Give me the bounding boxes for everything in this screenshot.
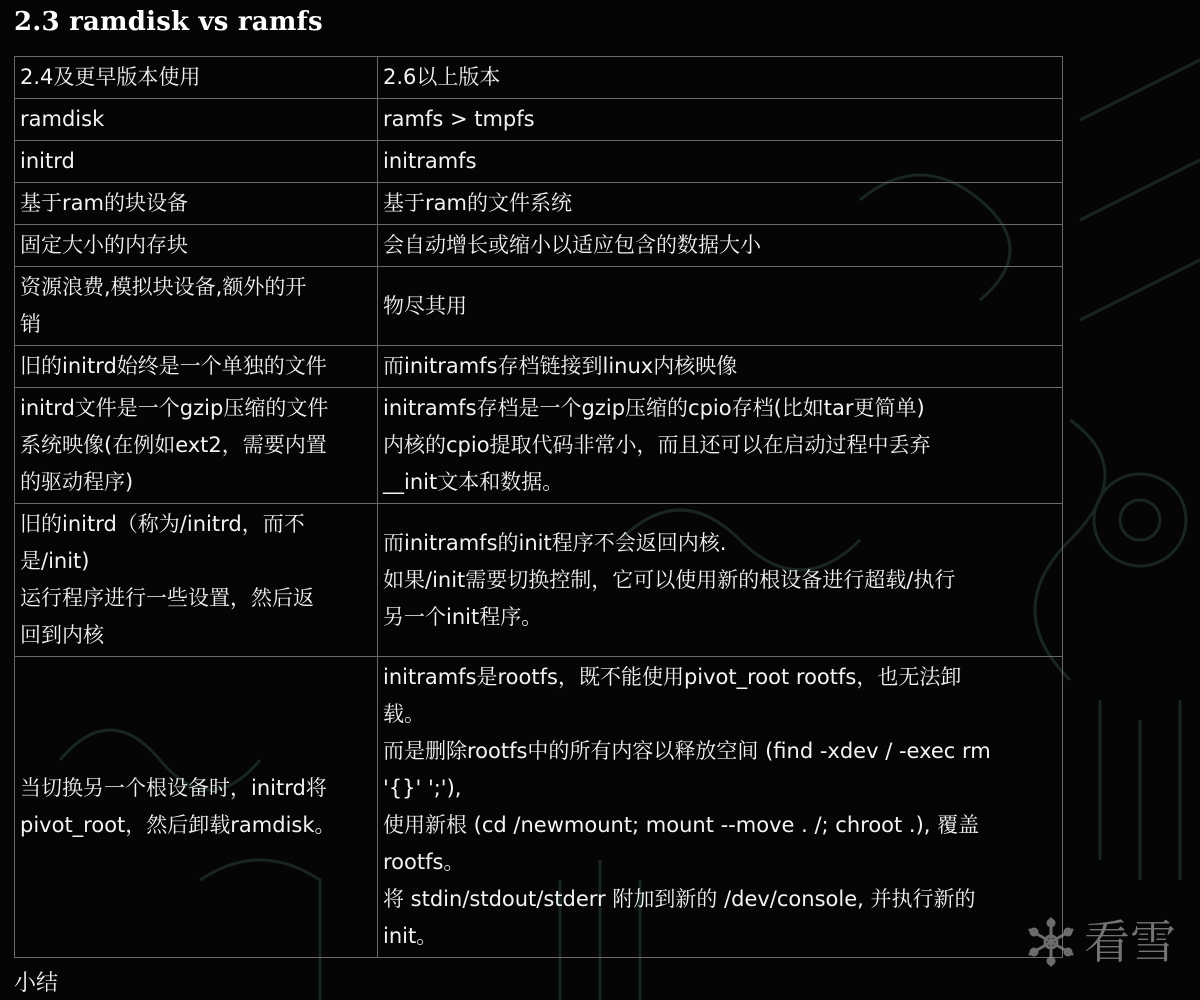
table-cell-left-cell <box>15 657 378 958</box>
cell-line: initrd <box>20 149 75 173</box>
table-row <box>15 99 1063 141</box>
table-cell-left-cell <box>15 225 378 267</box>
watermark-text: 看雪 <box>1084 915 1176 969</box>
cell-line: __init文本和数据。 <box>383 470 564 494</box>
table-cell-left-cell <box>15 57 378 99</box>
cell-line: 销 <box>20 312 41 336</box>
cell-line: 而是删除rootfs中的所有内容以释放空间 (find -xdev / -exec rm <box>383 739 991 763</box>
cell-line: initramfs <box>383 149 477 173</box>
cell-line: 另一个init程序。 <box>383 604 543 629</box>
cell-line: 而initramfs的init程序不会返回内核. <box>383 530 727 555</box>
cell-line: 旧的initrd（称为/initrd，而不 <box>20 512 305 536</box>
cell-line: 当切换另一个根设备时，initrd将 <box>20 776 327 800</box>
table-cell-right-cell <box>378 225 1063 267</box>
watermark <box>1024 912 1176 972</box>
table-cell-left-cell <box>15 141 378 183</box>
cell-line: ramdisk <box>20 107 105 131</box>
cell-line: 固定大小的内存块 <box>20 233 188 257</box>
cell-line: 2.4及更早版本使用 <box>20 65 201 89</box>
cell-line: 会自动增长或缩小以适应包含的数据大小 <box>383 233 761 257</box>
table-row <box>15 388 1063 504</box>
table-cell-right-cell <box>378 504 1063 657</box>
table-cell-right-cell <box>378 267 1063 346</box>
table-cell-right-cell <box>378 657 1063 958</box>
table-cell-right-cell <box>378 183 1063 225</box>
cell-line: 的驱动程序) <box>20 470 134 494</box>
table-row <box>15 504 1063 657</box>
cell-line: initramfs是rootfs，既不能使用pivot_root rootfs，也无法卸 <box>383 665 962 689</box>
comparison-table-body <box>15 57 1063 958</box>
table-cell-right-cell <box>378 57 1063 99</box>
cell-line: 2.6以上版本 <box>383 65 501 89</box>
comparison-table <box>14 56 1063 958</box>
table-row <box>15 141 1063 183</box>
section-title: 2.3 ramdisk vs ramfs <box>14 7 323 37</box>
cell-line: 系统映像(在例如ext2，需要内置 <box>20 433 327 457</box>
cell-line: 基于ram的块设备 <box>20 191 188 215</box>
table-cell-left-cell <box>15 267 378 346</box>
cell-line: initramfs存档是一个gzip压缩的cpio存档(比如tar更简单) <box>383 396 925 420</box>
cell-line: 运行程序进行一些设置，然后返 <box>20 586 314 610</box>
cell-line: initrd文件是一个gzip压缩的文件 <box>20 396 329 420</box>
cell-line: 使用新根 (cd /newmount; mount --move . /; chroot .), 覆盖 <box>383 813 980 837</box>
summary-heading: 小结 <box>14 971 59 996</box>
snowflake-icon <box>1024 915 1078 969</box>
cell-line: '{}' ';'), <box>383 776 462 800</box>
table-cell-right-cell <box>378 99 1063 141</box>
table-cell-right-cell <box>378 141 1063 183</box>
table-cell-left-cell <box>15 99 378 141</box>
article-content <box>14 0 1064 958</box>
table-cell-left-cell <box>15 346 378 388</box>
cell-line: 而initramfs存档链接到linux内核映像 <box>383 354 738 378</box>
table-cell-left-cell <box>15 504 378 657</box>
cell-line: ramfs > tmpfs <box>383 107 535 131</box>
table-cell-left-cell <box>15 388 378 504</box>
table-cell-right-cell <box>378 388 1063 504</box>
table-cell-right-cell <box>378 346 1063 388</box>
table-row <box>15 267 1063 346</box>
cell-line: init。 <box>383 924 438 948</box>
table-row <box>15 346 1063 388</box>
cell-line: 回到内核 <box>20 623 104 647</box>
cell-line: 将 stdin/stdout/stderr 附加到新的 /dev/console, 并执行新的 <box>383 887 976 911</box>
table-row <box>15 225 1063 267</box>
cell-line: 是/init) <box>20 549 90 573</box>
cell-line: 旧的initrd始终是一个单独的文件 <box>20 354 327 378</box>
cell-line: 资源浪费,模拟块设备,额外的开 <box>20 275 307 299</box>
table-row <box>15 183 1063 225</box>
table-row <box>15 657 1063 958</box>
table-cell-left-cell <box>15 183 378 225</box>
cell-line: 基于ram的文件系统 <box>383 191 572 215</box>
table-row <box>15 57 1063 99</box>
cell-line: rootfs。 <box>383 850 465 874</box>
cell-line: 如果/init需要切换控制，它可以使用新的根设备进行超载/执行 <box>383 567 956 592</box>
cell-line: 内核的cpio提取代码非常小，而且还可以在启动过程中丢弃 <box>383 433 931 457</box>
cell-line: 载。 <box>383 702 425 726</box>
cell-line: pivot_root，然后卸载ramdisk。 <box>20 813 336 837</box>
cell-line: 物尽其用 <box>383 293 467 318</box>
